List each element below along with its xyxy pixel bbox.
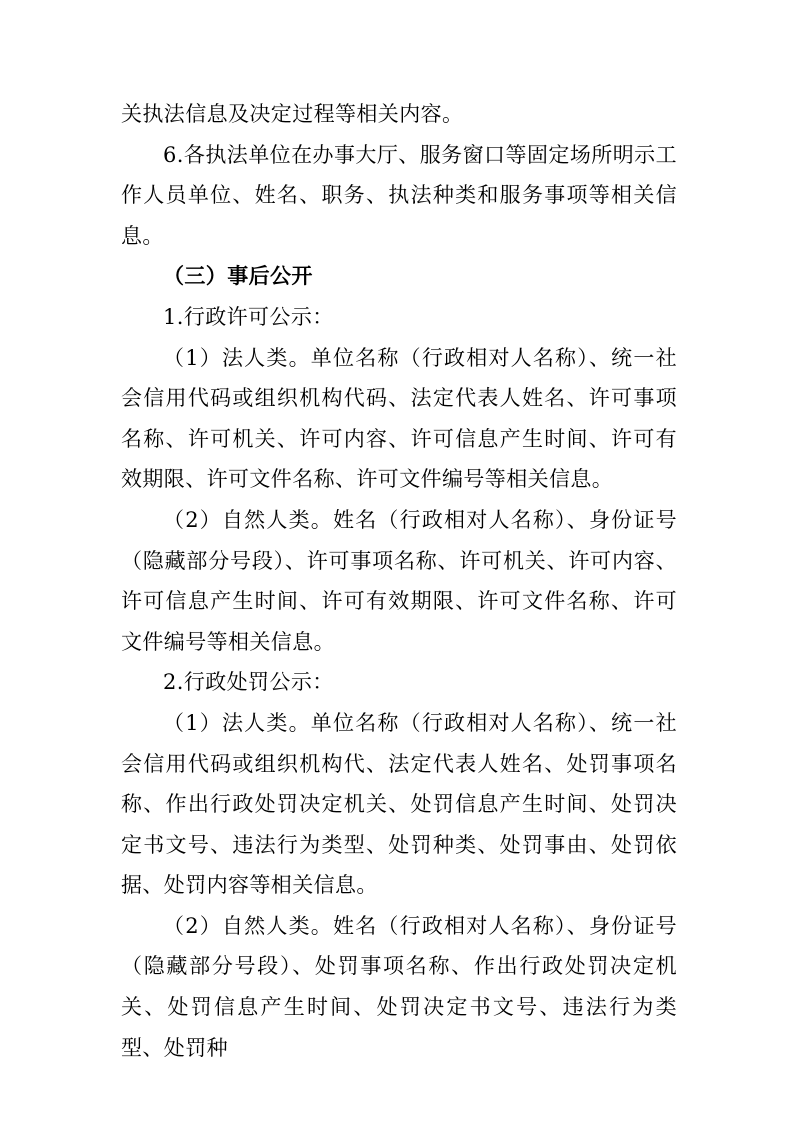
- paragraph-license-natural-person: （2）自然人类。姓名（行政相对人名称）、身份证号（隐藏部分号段）、许可事项名称、许可机关、许可内容、许可信息产生时间、许可有效期限、许可文件名称、许可文件编号等相关信息。: [121, 507, 677, 654]
- paragraph-penalty-natural-person: （2）自然人类。姓名（行政相对人名称）、身份证号（隐藏部分号段）、处罚事项名称、作出行政处罚决定机关、处罚信息产生时间、处罚决定书文号、违法行为类型、处罚种: [121, 913, 677, 1060]
- paragraph-item-6: 6.各执法单位在办事大厅、服务窗口等固定场所明示工作人员单位、姓名、职务、执法种类和服务事项等相关信息。: [121, 142, 677, 248]
- paragraph-penalty-legal-person: （1）法人类。单位名称（行政相对人名称）、统一社会信用代码或组织机构代、法定代表人姓名、处罚事项名称、作出行政处罚决定机关、处罚信息产生时间、处罚决定书文号、违法行为类型、处罚种类、处罚事由、处罚依据、处罚内容等相关信息。: [121, 710, 677, 898]
- subheading-license-publicity: 1.行政许可公示：: [163, 304, 334, 329]
- document-body: [121, 94, 677, 1068]
- paragraph-license-legal-person: （1）法人类。单位名称（行政相对人名称）、统一社会信用代码或组织机构代码、法定代表人姓名、许可事项名称、许可机关、许可内容、许可信息产生时间、许可有效期限、许可文件名称、许可文件编号等相关信息。: [121, 345, 677, 492]
- section-heading-post-disclosure: （三）事后公开: [163, 264, 313, 289]
- subheading-penalty-publicity: 2.行政处罚公示：: [163, 670, 334, 695]
- paragraph-continuation: 关执法信息及决定过程等相关内容。: [121, 102, 464, 126]
